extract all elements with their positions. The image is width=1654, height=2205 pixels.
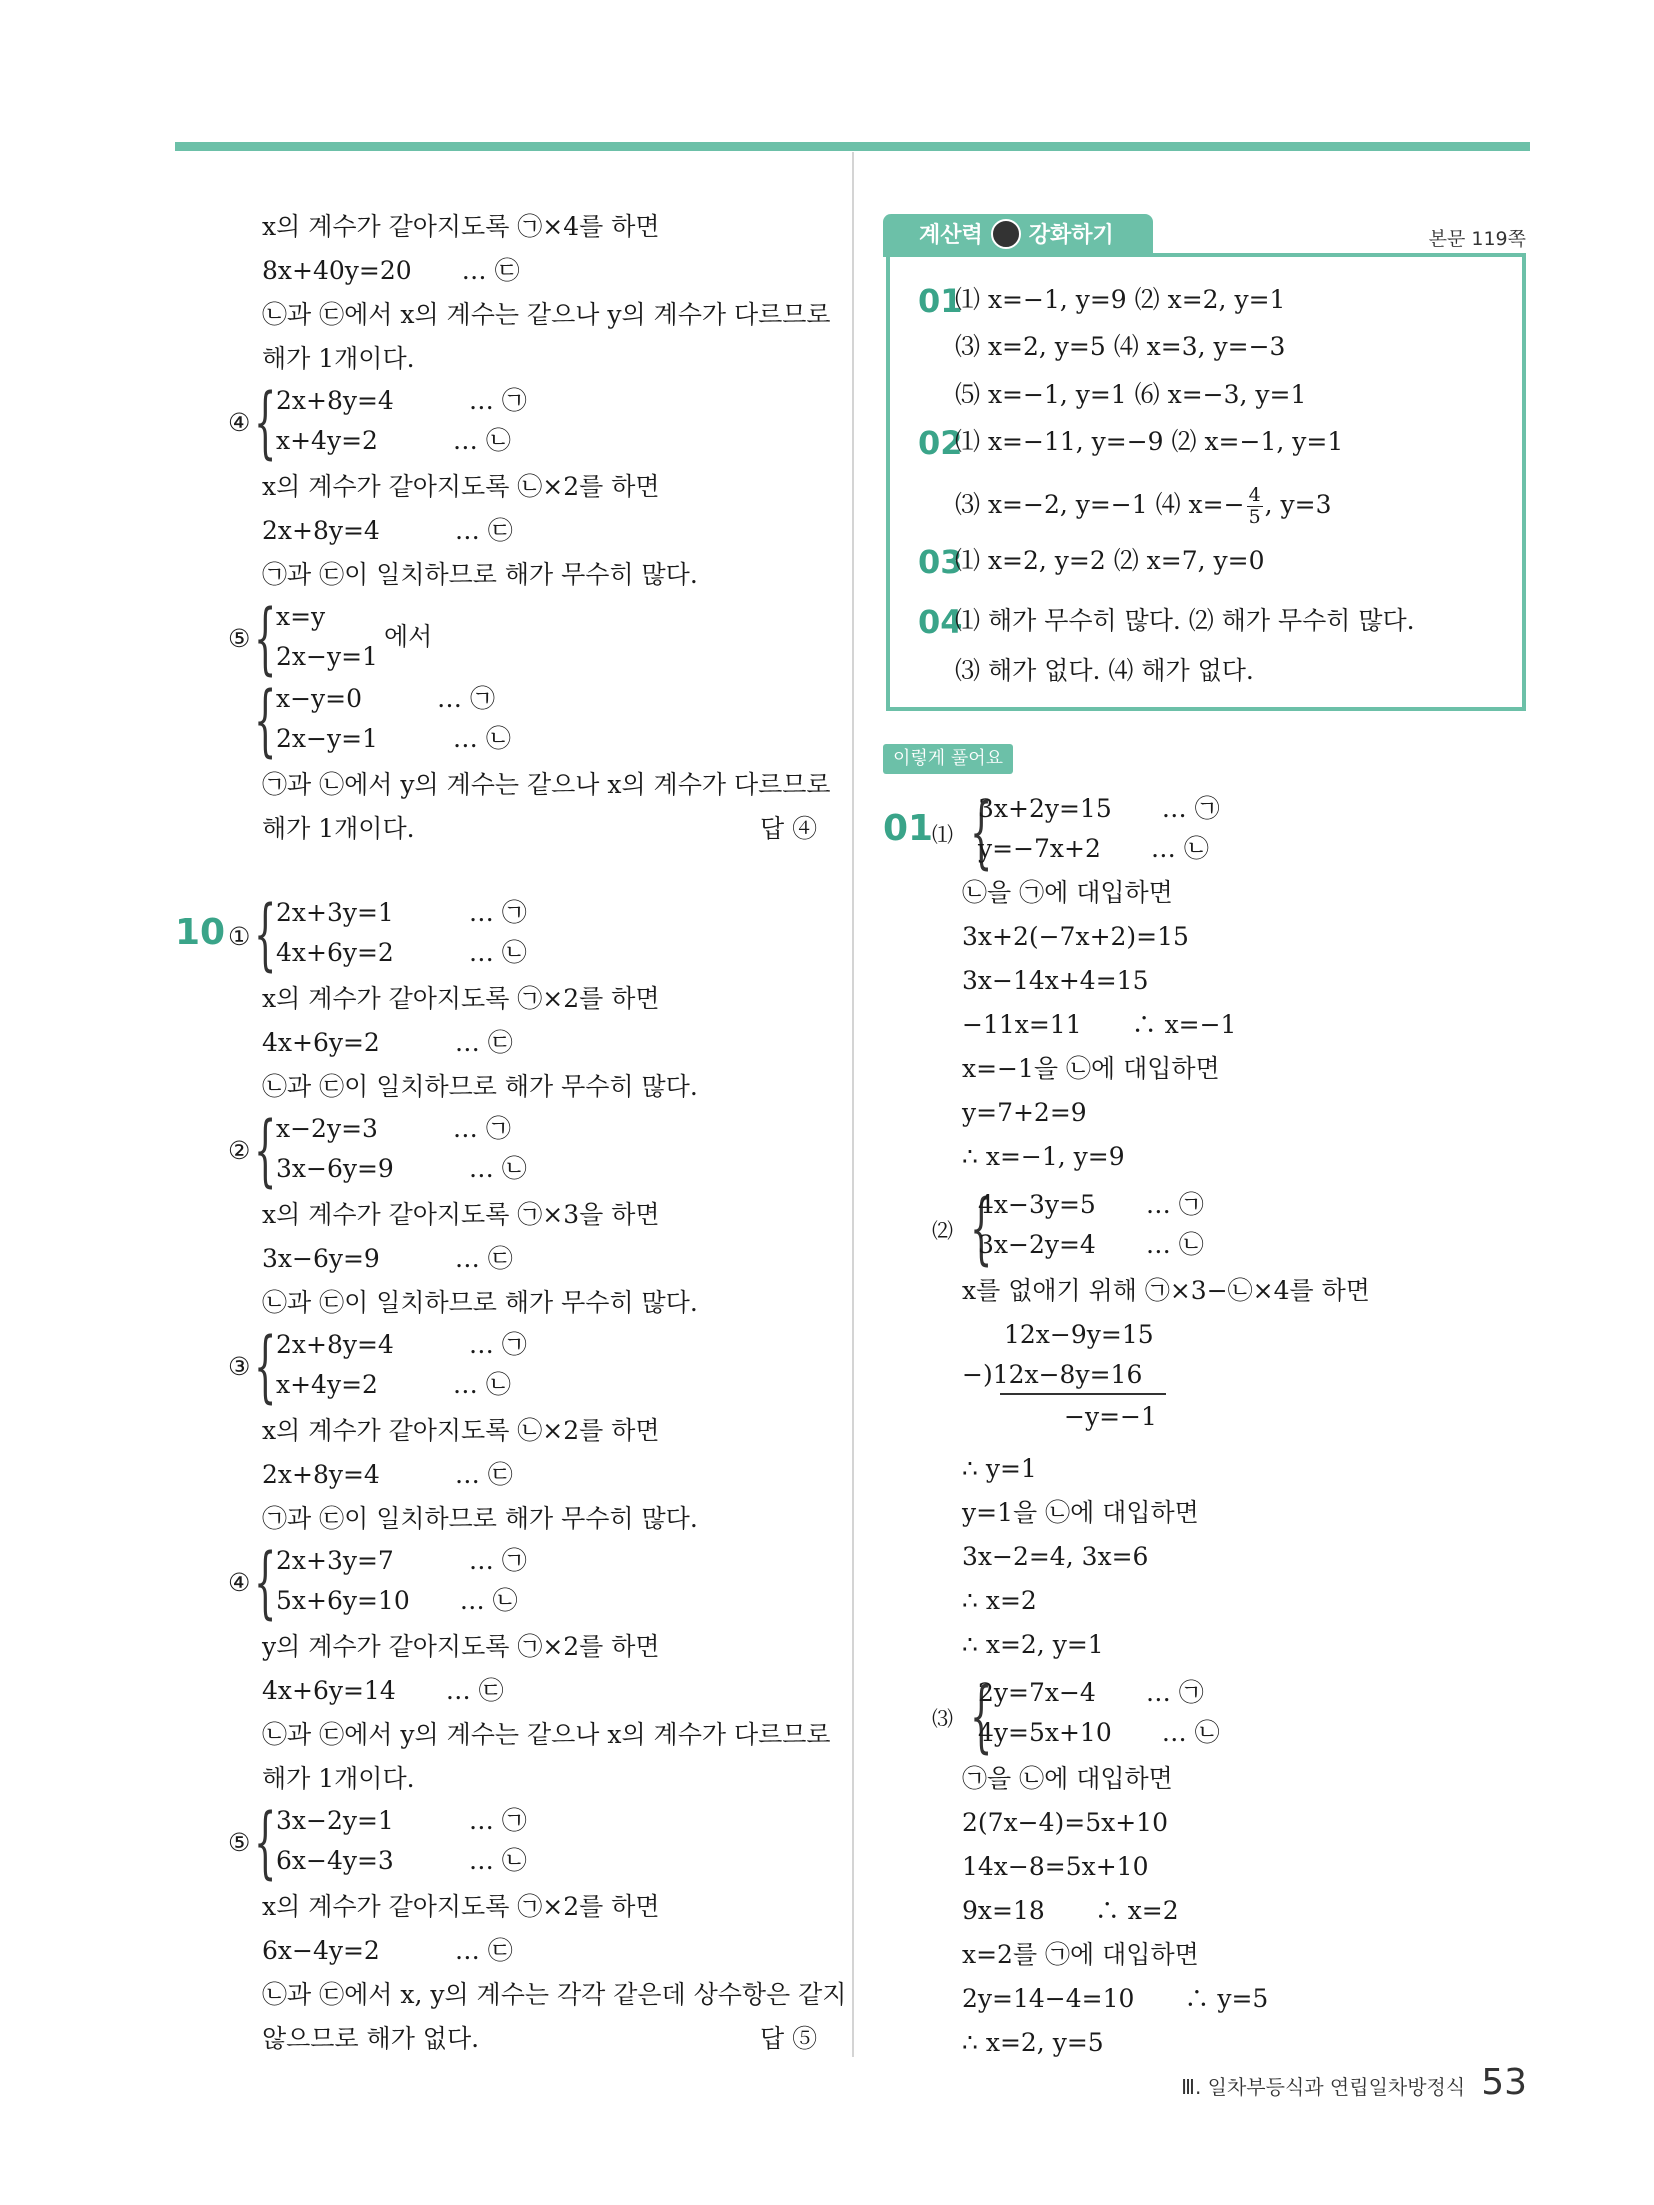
text-line: ㉠과 ㉢이 일치하므로 해가 무수히 많다.	[262, 1504, 698, 1533]
system-brace: {	[970, 788, 993, 878]
item-number: 02	[918, 424, 963, 462]
fraction-denominator: 5	[1248, 506, 1261, 528]
text-line: ㉡과 ㉢에서 x, y의 계수는 각각 같은데 상수항은 같지	[262, 1980, 847, 2009]
solution-step: 3x−2=4, 3x=6	[962, 1542, 1149, 1571]
tab-label-left: 계산력	[919, 223, 983, 248]
equation: 2x+3y=7 … ㉠	[276, 1546, 527, 1575]
solution-step: 3x+2(−7x+2)=15	[962, 922, 1189, 951]
equation: 2y=7x−4 … ㉠	[978, 1678, 1204, 1707]
case-marker: ⑵	[932, 1219, 953, 1243]
solution-step: y=7+2=9	[962, 1098, 1087, 1127]
solution-step: ∴ y=1	[962, 1454, 1037, 1483]
text-line: 해가 1개이다.	[262, 1764, 415, 1793]
text-line: x의 계수가 같아지도록 ㉠×3을 하면	[262, 1200, 660, 1229]
equation: 3x−2y=1 … ㉠	[276, 1806, 527, 1835]
solution-step: −y=−1	[1064, 1402, 1157, 1431]
solution-badge: 이렇게 풀어요	[883, 744, 1013, 774]
text-line: 않으므로 해가 없다.	[262, 2024, 480, 2053]
system-brace: {	[254, 890, 277, 980]
solution-step: 9x=18 ∴ x=2	[962, 1896, 1179, 1925]
solution-step: 12x−9y=15	[1004, 1320, 1154, 1349]
text-line: 해가 1개이다.	[262, 344, 415, 373]
answer-line: ⑴ x=−11, y=−9 ⑵ x=−1, y=1	[955, 427, 1344, 456]
system-brace: {	[254, 676, 277, 766]
equation: 3x−2y=4 … ㉡	[978, 1230, 1204, 1259]
case-marker: ⑤	[228, 1828, 251, 1857]
solution-step: ㉠을 ㉡에 대입하면	[962, 1764, 1173, 1793]
section-tab	[883, 214, 1153, 257]
system-brace: {	[970, 1184, 993, 1274]
solution-step: x를 없애기 위해 ㉠×3−㉡×4를 하면	[962, 1276, 1370, 1305]
answer-line: ⑴ x=2, y=2 ⑵ x=7, y=0	[955, 546, 1265, 575]
top-rule	[175, 142, 1530, 151]
case-marker: ①	[228, 922, 251, 951]
page-reference: 본문 119쪽	[1428, 228, 1526, 250]
equation: 4x−3y=5 … ㉠	[978, 1190, 1204, 1219]
text-line: ㉡과 ㉢이 일치하므로 해가 무수히 많다.	[262, 1288, 698, 1317]
page-footer	[1181, 2062, 1527, 2103]
case-marker: ④	[228, 408, 251, 437]
answer-mark: 답 ④	[760, 814, 818, 843]
system-brace: {	[254, 1322, 277, 1412]
case-marker: ②	[228, 1136, 251, 1165]
answer-line: ⑶ 해가 없다. ⑷ 해가 없다.	[955, 656, 1254, 685]
text-line: 3x−6y=9 … ㉢	[262, 1244, 513, 1273]
answer-line	[955, 485, 1332, 528]
case-marker: ⑤	[228, 624, 251, 653]
text-line: 8x+40y=20 … ㉢	[262, 256, 520, 285]
system-brace: {	[254, 378, 277, 468]
solution-step: −)12x−8y=16	[962, 1360, 1143, 1389]
solution-step: ∴ x=2, y=1	[962, 1630, 1104, 1659]
system-brace: {	[970, 1672, 993, 1762]
case-marker: ④	[228, 1568, 251, 1597]
text-line: ㉠과 ㉡에서 y의 계수는 같으나 x의 계수가 다르므로	[262, 770, 831, 799]
text-line: x의 계수가 같아지도록 ㉠×4를 하면	[262, 212, 660, 241]
solution-step: 2(7x−4)=5x+10	[962, 1808, 1168, 1837]
stopwatch-icon	[991, 219, 1021, 249]
equation: 2x−y=1 … ㉡	[276, 724, 511, 753]
text-line: x의 계수가 같아지도록 ㉠×2를 하면	[262, 1892, 660, 1921]
page-number: 53	[1481, 2062, 1527, 2103]
text-line: x의 계수가 같아지도록 ㉠×2를 하면	[262, 984, 660, 1013]
problem-number: 01	[883, 808, 934, 849]
answer-text: , y=3	[1264, 490, 1332, 519]
equation: 2x−y=1	[276, 642, 378, 671]
text-line: 해가 1개이다.	[262, 814, 415, 843]
system-brace: {	[254, 1106, 277, 1196]
solution-step: ㉡을 ㉠에 대입하면	[962, 878, 1173, 907]
system-brace: {	[254, 1798, 277, 1888]
equation: 3x−6y=9 … ㉡	[276, 1154, 527, 1183]
text-line: 2x+8y=4 … ㉢	[262, 516, 513, 545]
equation: y=−7x+2 … ㉡	[978, 834, 1209, 863]
text-line: 2x+8y=4 … ㉢	[262, 1460, 513, 1489]
solution-step: x=−1을 ㉡에 대입하면	[962, 1054, 1220, 1083]
item-number: 03	[918, 543, 963, 581]
text-line: 4x+6y=2 … ㉢	[262, 1028, 513, 1057]
equation: 2x+8y=4 … ㉠	[276, 386, 527, 415]
subtraction-rule	[1000, 1393, 1166, 1395]
problem-number: 10	[175, 912, 226, 953]
solution-step: x=2를 ㉠에 대입하면	[962, 1940, 1199, 1969]
equation: 4y=5x+10 … ㉡	[978, 1718, 1220, 1747]
equation: x+4y=2 … ㉡	[276, 426, 511, 455]
solution-step: −11x=11 ∴ x=−1	[962, 1010, 1237, 1039]
answer-text: ⑶ x=−2, y=−1 ⑷ x=−	[955, 490, 1245, 519]
column-divider	[852, 152, 854, 2057]
case-marker: ③	[228, 1352, 251, 1381]
solution-step: ∴ x=−1, y=9	[962, 1142, 1125, 1171]
text-line: 에서	[384, 622, 433, 651]
equation: 3x+2y=15 … ㉠	[978, 794, 1220, 823]
solution-step: y=1을 ㉡에 대입하면	[962, 1498, 1199, 1527]
text-line: 4x+6y=14 … ㉢	[262, 1676, 504, 1705]
equation: x−y=0 … ㉠	[276, 684, 495, 713]
equation: 2x+8y=4 … ㉠	[276, 1330, 527, 1359]
answer-line: ⑶ x=2, y=5 ⑷ x=3, y=−3	[955, 332, 1286, 361]
text-line: y의 계수가 같아지도록 ㉠×2를 하면	[262, 1632, 660, 1661]
text-line: x의 계수가 같아지도록 ㉡×2를 하면	[262, 472, 660, 501]
solution-step: ∴ x=2, y=5	[962, 2028, 1104, 2057]
answer-line: ⑸ x=−1, y=1 ⑹ x=−3, y=1	[955, 380, 1307, 409]
text-line: ㉡과 ㉢에서 y의 계수는 같으나 x의 계수가 다르므로	[262, 1720, 831, 1749]
equation: 5x+6y=10 … ㉡	[276, 1586, 518, 1615]
item-number: 04	[918, 603, 963, 641]
equation: 2x+3y=1 … ㉠	[276, 898, 527, 927]
answer-line: ⑴ x=−1, y=9 ⑵ x=2, y=1	[955, 285, 1286, 314]
equation: x=y	[276, 602, 326, 631]
item-number: 01	[918, 282, 963, 320]
system-brace: {	[254, 1538, 277, 1628]
text-line: ㉠과 ㉢이 일치하므로 해가 무수히 많다.	[262, 560, 698, 589]
solution-step: 14x−8=5x+10	[962, 1852, 1149, 1881]
solution-step: ∴ x=2	[962, 1586, 1037, 1615]
equation: x+4y=2 … ㉡	[276, 1370, 511, 1399]
fraction-numerator: 4	[1248, 484, 1261, 506]
solution-step: 2y=14−4=10 ∴ y=5	[962, 1984, 1269, 2013]
equation: x−2y=3 … ㉠	[276, 1114, 511, 1143]
chapter-title: Ⅲ. 일차부등식과 연립일차방정식	[1181, 2075, 1466, 2099]
answer-box	[886, 253, 1526, 711]
case-marker: ⑴	[932, 823, 953, 847]
equation: 4x+6y=2 … ㉡	[276, 938, 527, 967]
equation: 6x−4y=3 … ㉡	[276, 1846, 527, 1875]
text-line: ㉡과 ㉢에서 x의 계수는 같으나 y의 계수가 다르므로	[262, 300, 831, 329]
solution-step: 3x−14x+4=15	[962, 966, 1149, 995]
text-line: x의 계수가 같아지도록 ㉡×2를 하면	[262, 1416, 660, 1445]
text-line: 6x−4y=2 … ㉢	[262, 1936, 513, 1965]
case-marker: ⑶	[932, 1707, 953, 1731]
tab-label-right: 강화하기	[1028, 223, 1114, 248]
answer-line: ⑴ 해가 무수히 많다. ⑵ 해가 무수히 많다.	[955, 606, 1415, 635]
system-brace: {	[254, 594, 277, 684]
answer-mark: 답 ⑤	[760, 2024, 818, 2053]
fraction	[1247, 485, 1263, 528]
text-line: ㉡과 ㉢이 일치하므로 해가 무수히 많다.	[262, 1072, 698, 1101]
